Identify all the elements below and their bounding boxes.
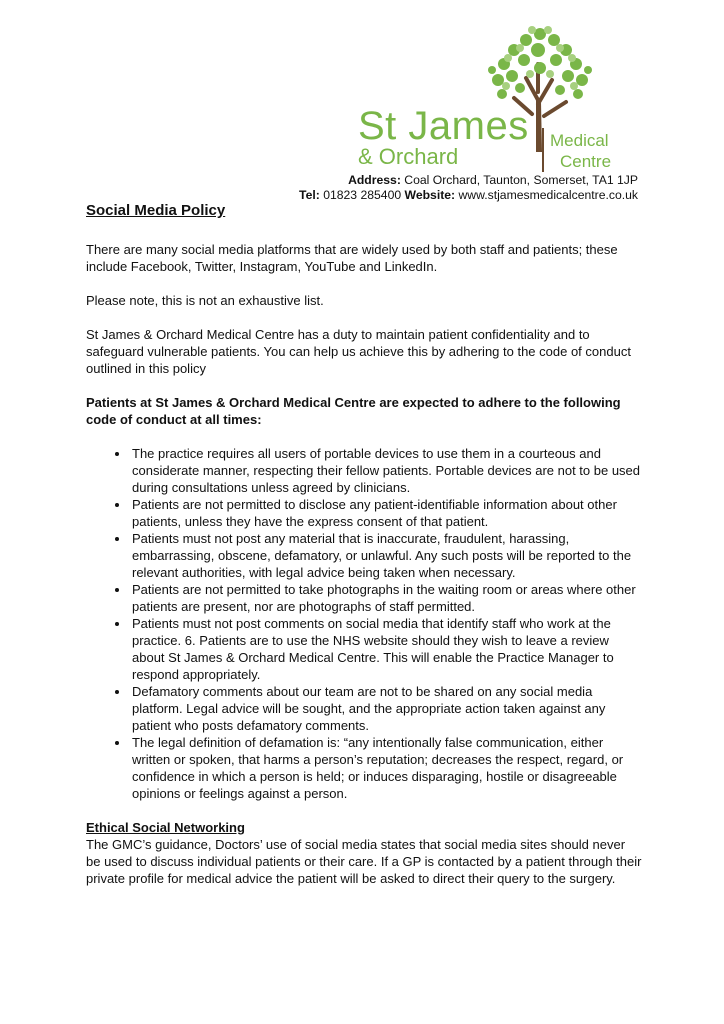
- list-item: • Defamatory comments about our team are not to be shared on any social media platform. Legal advice will be sought, and the appropriate action taken against any patient who posts defamatory comments.: [130, 683, 642, 734]
- practice-logo: [352, 22, 632, 171]
- list-item: • The legal definition of defamation is: “any intentionally false communication, either written or spoken, that harms a person’s reputation; decreases the respect, regard, or confidence in which a person is held; or induces disparaging, hostile or disagreeable opinions or feelings against a person.: [130, 734, 642, 802]
- tel-website-line: [299, 188, 638, 203]
- website-value[interactable]: www.stjamesmedicalcentre.co.uk: [458, 188, 638, 202]
- contact-details: [299, 173, 638, 203]
- code-of-conduct-list: [86, 445, 642, 802]
- list-item: • Patients are not permitted to take photographs in the waiting room or areas where other patients are present, nor are photographs of staff permitted.: [130, 581, 642, 615]
- page-title: Social Media Policy: [86, 202, 226, 219]
- tel-value: 01823 285400: [323, 188, 402, 202]
- logo-text-st-james: St James: [358, 104, 529, 148]
- list-item: • Patients must not post comments on social media that identify staff who work at the practice. 6. Patients are to use the NHS website should they wish to leave a review about St James & Orchard Medical Centre. This will enable the Practice Manager to respond appropriately.: [130, 615, 642, 683]
- list-item: • Patients are not permitted to disclose any patient-identifiable information about other patients, unless they have the express consent of that patient.: [130, 496, 642, 530]
- logo-divider: [542, 128, 544, 172]
- intro-paragraph-3: St James & Orchard Medical Centre has a duty to maintain patient confidentiality and to safeguard vulnerable patients. You can help us achieve this by adhering to the code of conduct outlined in this policy: [86, 327, 631, 376]
- tel-label: Tel:: [299, 188, 320, 202]
- logo-text-centre: Centre: [560, 152, 612, 171]
- address-label: Address:: [348, 173, 401, 187]
- ethical-networking-heading: Ethical Social Networking: [86, 820, 245, 835]
- website-label: Website:: [404, 188, 456, 202]
- intro-paragraph-2: Please note, this is not an exhaustive list.: [86, 293, 324, 308]
- logo-text-orchard: & Orchard: [358, 144, 459, 169]
- policy-body: [86, 202, 642, 887]
- logo-text-medical: Medical: [550, 131, 609, 150]
- address-value: Coal Orchard, Taunton, Somerset, TA1 1JP: [404, 173, 638, 187]
- code-of-conduct-heading: Patients at St James & Orchard Medical Centre are expected to adhere to the following code of conduct at all times:: [86, 395, 621, 427]
- ethical-networking-paragraph: The GMC’s guidance, Doctors’ use of social media states that social media sites should never be used to discuss individual patients or their care. If a GP is contacted by a patient through their private profile for medical advice the patient will be asked to direct their query to the surgery.: [86, 837, 642, 886]
- list-item: • Patients must not post any material that is inaccurate, fraudulent, harassing, embarrassing, obscene, defamatory, or unlawful. Any such posts will be reported to the relevant authorities, with legal advice being taken when necessary.: [130, 530, 642, 581]
- address-line: [299, 173, 638, 188]
- list-item: • The practice requires all users of portable devices to use them in a courteous and considerate manner, respecting their fellow patients. Portable devices are not to be used during consultations unless agreed by clinicians.: [130, 445, 642, 496]
- intro-paragraph-1: There are many social media platforms that are widely used by both staff and patients; these include Facebook, Twitter, Instagram, YouTube and LinkedIn.: [86, 242, 618, 274]
